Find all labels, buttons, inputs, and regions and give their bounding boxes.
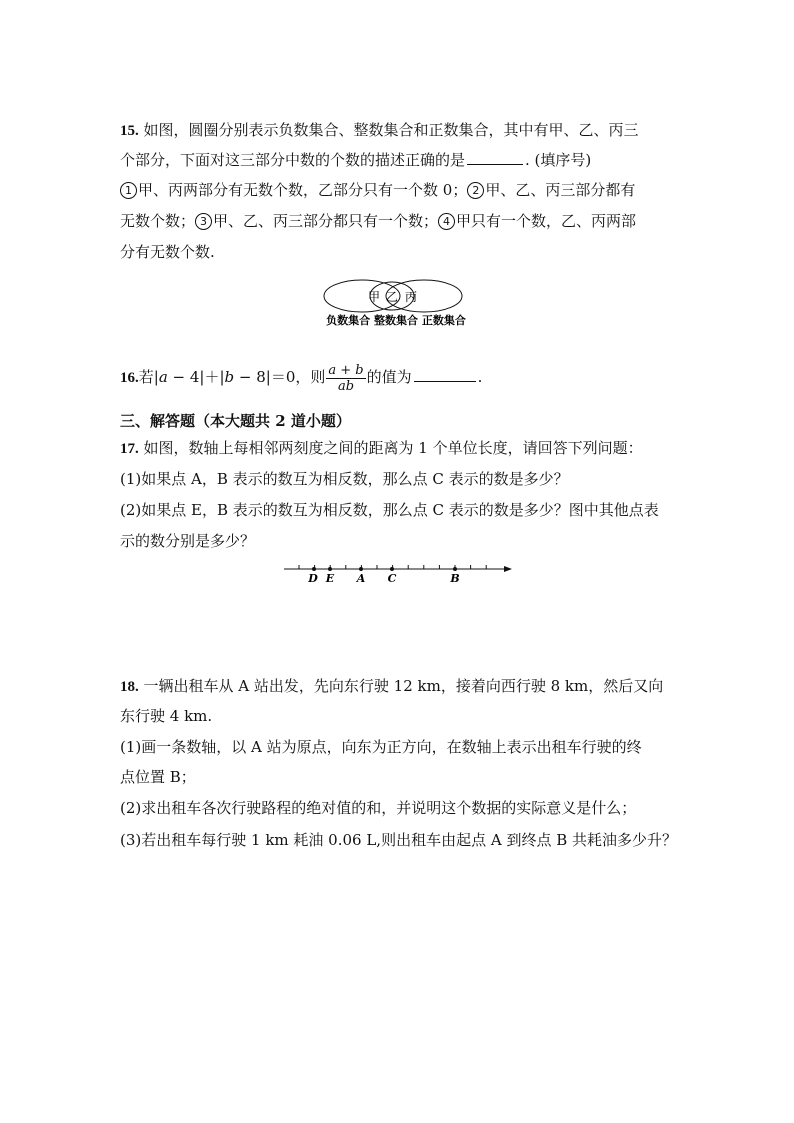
venn-caption: 负数集合 整数集合 正数集合 (326, 314, 466, 327)
point-c-label: C (387, 572, 397, 585)
point-a-dot (359, 567, 363, 571)
q17-stem-text: 如图，数轴上每相邻两刻度之间的距离为 1 个单位长度，请回答下列问题： (143, 439, 643, 457)
q17-part2-line2: 示的数分别是多少？ (120, 532, 256, 550)
q15-line4 (120, 211, 680, 231)
number-line-arrow-icon (504, 566, 512, 572)
q16-prefix: 若| (138, 368, 159, 386)
venn-part-bing: 丙 (404, 290, 418, 304)
q18-part1-line2: 点位置 B； (120, 768, 196, 786)
q18-part3: (3)若出租车每行驶 1 km 耗油 0.06 L,则出租车由起点 A 到终点 B 共耗油多少升？ (120, 831, 678, 849)
point-d-label: D (308, 572, 318, 585)
point-c-dot (390, 567, 394, 571)
venn-part-jia: 甲 (367, 290, 381, 304)
q16-number: 16. (120, 370, 139, 386)
q18-stem-line2: 东行驶 4 km. (120, 707, 213, 725)
q15-option4-text-cont: 分有无数个数. (120, 243, 215, 261)
q16-fraction (326, 363, 365, 394)
q16-var-b: b (224, 368, 235, 386)
q15-stem-line2-end: . (填序号) (525, 151, 592, 169)
q15-stem-line2: 个部分，下面对这三部分中数的个数的描述正确的是 (120, 151, 466, 169)
q18-stem-line1: 一辆出租车从 A 站出发，先向东行驶 12 km，接着向西行驶 8 km，然后又向 (143, 677, 664, 695)
q16-mid1: − 4|＋| (167, 368, 225, 386)
point-b-label: B (450, 572, 460, 585)
q15-line1 (120, 120, 680, 141)
q16-suffix: 的值为 (366, 368, 412, 386)
section3-heading: 三、解答题（本大题共 2 道小题） (120, 412, 351, 430)
option-4-marker: 4 (438, 213, 455, 230)
venn-part-yi: 乙 (385, 290, 399, 304)
q18-part2: (2)求出租车各次行驶路程的绝对值的和，并说明这个数据的实际意义是什么； (120, 799, 637, 817)
q15-number: 15. (120, 123, 139, 139)
option-3-marker: 3 (195, 213, 212, 230)
q15-line2 (120, 150, 680, 170)
q16-fraction-numerator: a + b (328, 362, 364, 378)
point-e-label: E (325, 572, 335, 585)
point-a-label: A (356, 572, 366, 585)
q16-var-a: a (158, 368, 168, 386)
point-b-dot (453, 567, 457, 571)
number-line (282, 558, 516, 588)
q17-stem (120, 438, 680, 459)
option-2-marker: 2 (467, 182, 484, 199)
q16-mid2: − 8|＝0，则 (234, 368, 326, 386)
q17-part1: (1)如果点 A，B 表示的数互为相反数，那么点 C 表示的数是多少？ (120, 470, 569, 488)
q15-option3-text: 甲、乙、丙三部分都只有一个数； (213, 212, 439, 230)
q15-answer-blank[interactable] (467, 150, 523, 165)
q15-stem-line1: 如图，圆圈分别表示负数集合、整数集合和正数集合，其中有甲、乙、丙三 (143, 121, 639, 139)
q15-option2-text-cont: 无数个数； (120, 212, 196, 230)
q18-number: 18. (120, 679, 139, 695)
venn-diagram (318, 278, 478, 332)
q17-part2-line1: (2)如果点 E，B 表示的数互为相反数，那么点 C 表示的数是多少？图中其他点表 (120, 501, 659, 519)
point-d-dot (312, 567, 316, 571)
q16-answer-blank[interactable] (414, 367, 476, 382)
q18-line1 (120, 676, 680, 697)
q18-part1-line1: (1)画一条数轴，以 A 站为原点，向东为正方向，在数轴上表示出租车行驶的终 (120, 738, 642, 756)
q16-fraction-denominator: ab (337, 378, 355, 394)
q15-line3 (120, 180, 680, 200)
option-1-marker: 1 (120, 182, 137, 199)
q15-option4-text: 甲只有一个数，乙、丙两部 (456, 212, 637, 230)
q16-end: . (477, 368, 483, 386)
q16-line (120, 360, 680, 394)
q15-line5 (120, 242, 680, 262)
q15-option1-text: 甲、丙两部分有无数个数，乙部分只有一个数 0； (138, 181, 468, 199)
point-e-dot (328, 567, 332, 571)
q15-option2-text: 甲、乙、丙三部分都有 (485, 181, 636, 199)
q17-number: 17. (120, 441, 139, 457)
